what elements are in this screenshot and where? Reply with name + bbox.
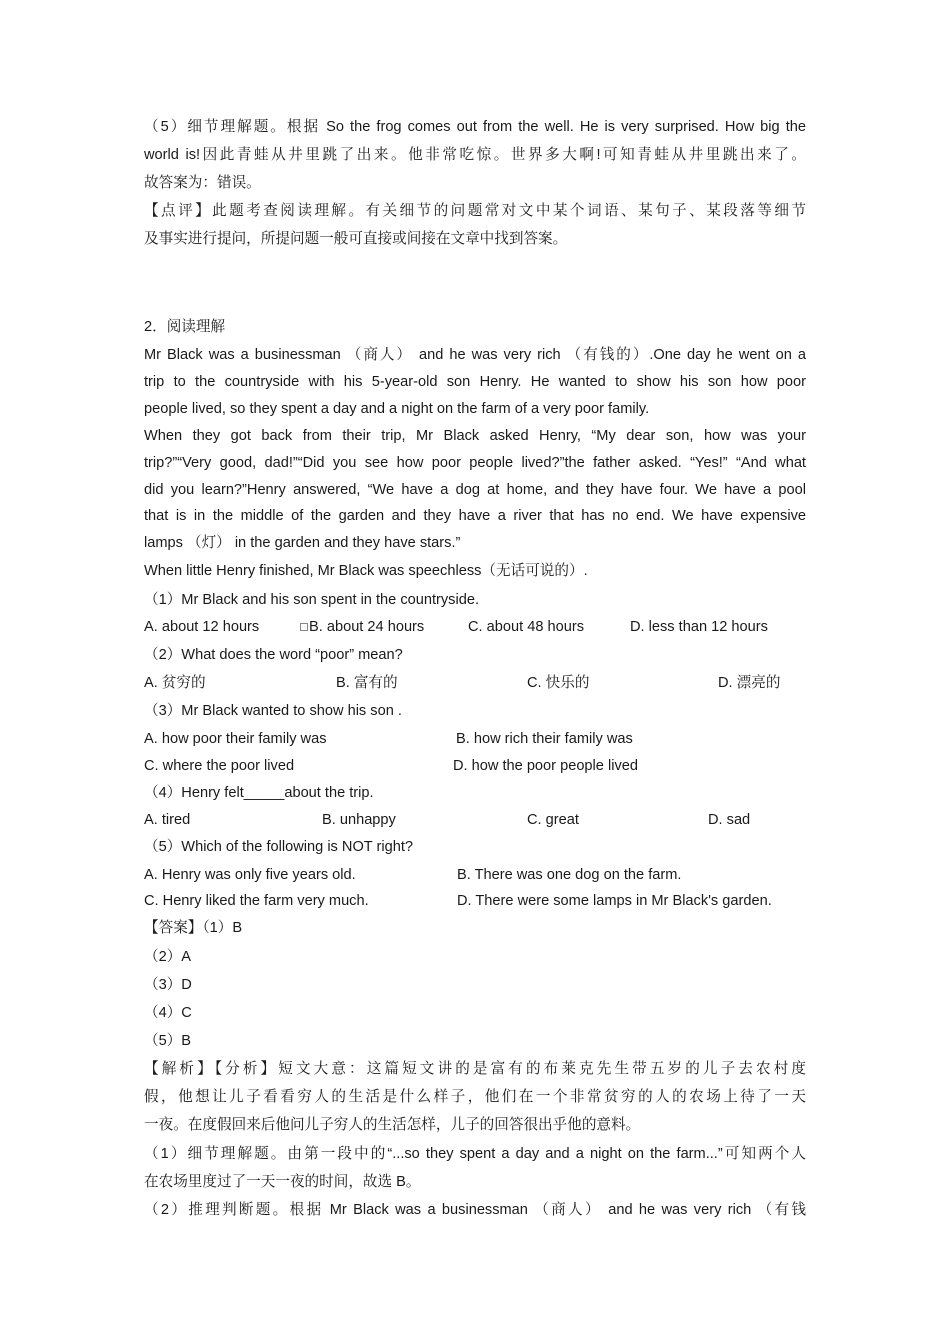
analysis-line: 一夜。在度假回来后他问儿子穷人的生活怎样，儿子的回答很出乎他的意料。 — [144, 1117, 641, 1133]
prev-line: world is!因此青蛙从井里跳了出来。他非常吃惊。世界多大啊!可知青蛙从井里跳出来了。 — [144, 147, 806, 163]
option-a: A. 贫穷的 — [144, 675, 206, 691]
option-b: B. There was one dog on the farm. — [457, 867, 682, 883]
question-stem: （4）Henry felt_____about the trip. — [144, 785, 374, 801]
passage-line: did you learn?”Henry answered, “We have a dog at home, and they have four. We have a pool — [144, 482, 806, 498]
question-stem: （5）Which of the following is NOT right? — [144, 839, 414, 855]
passage-line: lamps （灯） in the garden and they have stars.” — [144, 535, 461, 551]
question-stem: （2）What does the word “poor” mean? — [144, 647, 403, 663]
passage-line: trip?”“Very good, dad!”“Did you see how poor people lived?”the father asked. “Yes!” “And what — [144, 455, 806, 471]
passage-line: trip to the countryside with his 5-year-old son Henry. He wanted to show his son how poor — [144, 374, 806, 390]
option-c: C. 快乐的 — [527, 675, 590, 691]
option-d: D. how the poor people lived — [453, 758, 638, 774]
option-b-text: B. about 24 hours — [309, 619, 425, 635]
answer-line: 【答案】（1）B — [144, 920, 243, 936]
option-a: A. tired — [144, 812, 191, 828]
small-square-icon — [300, 623, 308, 631]
option-b — [300, 617, 424, 637]
analysis-line: （1）细节理解题。由第一段中的“...so they spent a day and a night on the farm...”可知两个人 — [144, 1146, 806, 1162]
passage-line: people lived, so they spent a day and a night on the farm of a very poor family. — [144, 401, 650, 417]
option-d: D. sad — [708, 812, 751, 828]
analysis-line: 在农场里度过了一天一夜的时间，故选 B。 — [144, 1174, 421, 1190]
analysis-line: 假，他想让儿子看看穷人的生活是什么样子，他们在一个非常贫穷的人的农场上待了一天 — [144, 1089, 806, 1105]
section-heading: 2．阅读理解 — [144, 319, 226, 335]
passage-line: When they got back from their trip, Mr Black asked Henry, “My dear son, how was your — [144, 428, 806, 444]
prev-comment-line: 及事实进行提问，所提问题一般可直接或间接在文章中找到答案。 — [144, 231, 568, 247]
analysis-line: （2）推理判断题。根据 Mr Black was a businessman （商人） and he was very rich （有钱 — [144, 1202, 806, 1218]
option-c: C. where the poor lived — [144, 758, 295, 774]
option-b: B. unhappy — [322, 812, 396, 828]
option-d: D. less than 12 hours — [630, 619, 768, 635]
question-stem: （3）Mr Black wanted to show his son . — [144, 703, 402, 719]
prev-line: 故答案为：错误。 — [144, 175, 261, 191]
passage-line: that is in the middle of the garden and they have a river that has no end. We have expensive — [144, 508, 806, 524]
option-c: C. Henry liked the farm very much. — [144, 893, 369, 909]
option-b: B. how rich their family was — [456, 731, 633, 747]
option-c: C. about 48 hours — [468, 619, 585, 635]
answer-line: （5）B — [144, 1033, 192, 1049]
option-b: B. 富有的 — [336, 675, 398, 691]
option-a: A. Henry was only five years old. — [144, 867, 356, 883]
option-c: C. great — [527, 812, 579, 828]
option-d: D. There were some lamps in Mr Black's garden. — [457, 893, 772, 909]
passage-line: Mr Black was a businessman （商人） and he was very rich （有钱的）.One day he went on a — [144, 347, 806, 363]
option-d: D. 漂亮的 — [718, 675, 781, 691]
option-a: A. about 12 hours — [144, 619, 260, 635]
passage-line: When little Henry finished, Mr Black was speechless（无话可说的）. — [144, 563, 588, 579]
analysis-line: 【解析】【分析】短文大意：这篇短文讲的是富有的布莱克先生带五岁的儿子去农村度 — [144, 1061, 806, 1077]
prev-comment-line: 【点评】此题考查阅读理解。有关细节的问题常对文中某个词语、某句子、某段落等细节 — [144, 203, 806, 219]
answer-line: （3）D — [144, 977, 192, 993]
answer-line: （2）A — [144, 949, 192, 965]
answer-line: （4）C — [144, 1005, 192, 1021]
question-stem: （1）Mr Black and his son spent in the countryside. — [144, 592, 480, 608]
prev-line: （5）细节理解题。根据 So the frog comes out from the well. He is very surprised. How big the — [144, 119, 806, 135]
option-a: A. how poor their family was — [144, 731, 327, 747]
